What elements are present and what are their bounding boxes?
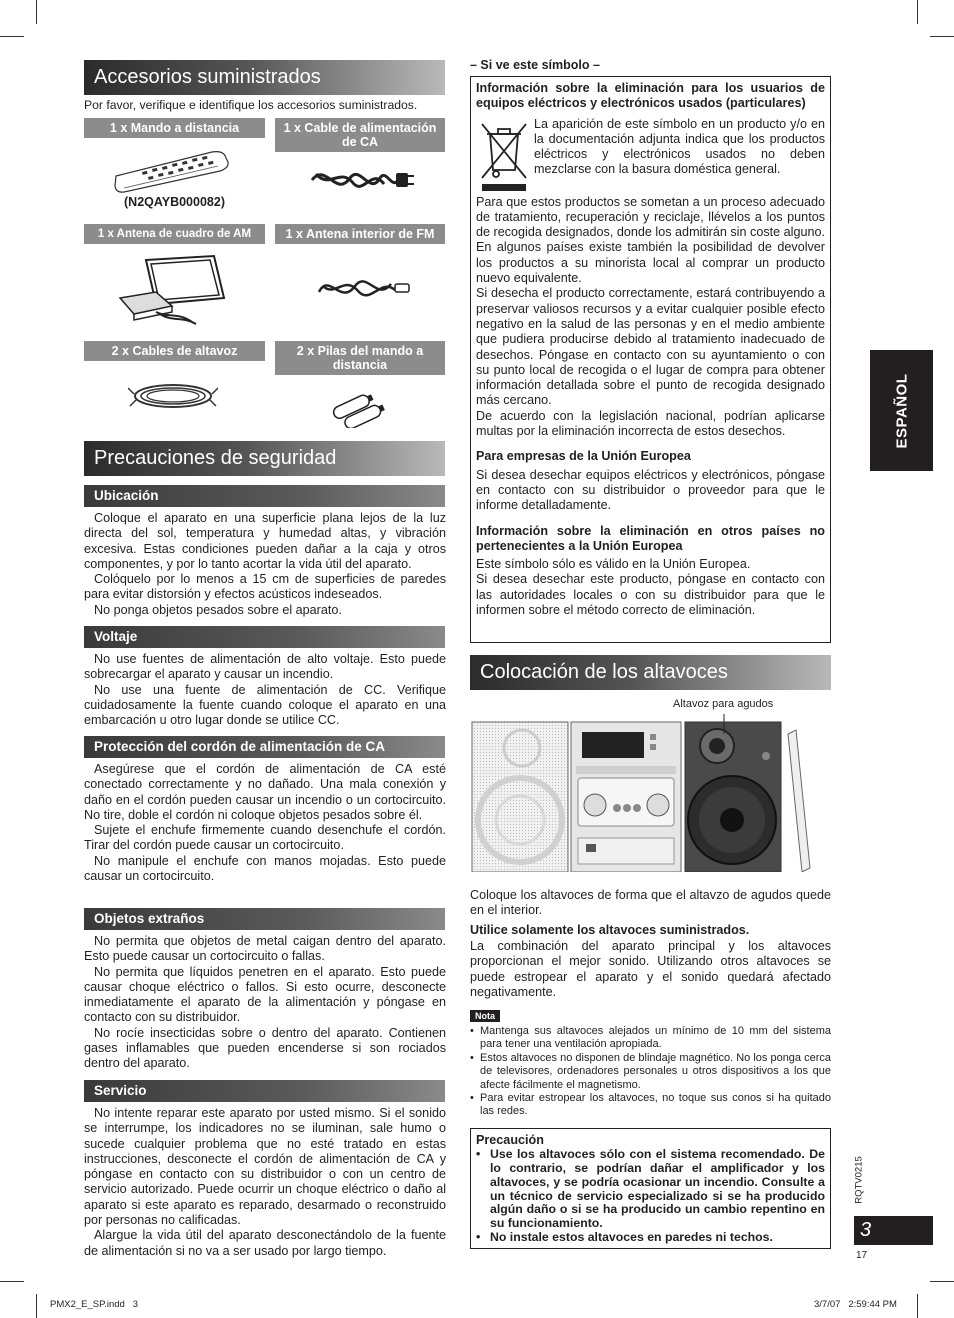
note-item: • Estos altavoces no disponen de blindaje magnético. No los ponga cerca de televisores, ordenadores personales u otros dispositivos a los que afecte fácilmente el magnetismo.	[470, 1052, 831, 1092]
subheading-foreign-objects: Objetos extraños	[84, 908, 445, 930]
am-loop-antenna-icon	[116, 252, 236, 327]
remote-control-icon	[112, 146, 232, 196]
foreign-objects-text: No permita que objetos de metal caigan dentro del aparato. Esto puede causar un cortocircuito o fallas. No permita que líquidos penetren en el aparato. Esto puede causar choque eléctrico o fallos. Si esto ocurre, desconecte inmediatamente el aparato de la alimentación y póngase en contacto con su distribuidor. No rocíe insecticidas sobre o dentro del aparato. Contienen gases inflamables que pueden encenderse si son rociados dentro del aparato.	[84, 934, 446, 1071]
business-text: Si desea desechar equipos eléctricos y electrónicos, póngase en contacto con su distribuidor o proveedor para que le informe detalladamente.	[476, 467, 825, 513]
subheading-service: Servicio	[84, 1080, 445, 1102]
other-countries-text-2: Si desea desechar este producto, póngase en contacto con las autoridades locales o con su distribuidor para que le informen sobre el método correcto de eliminación.	[476, 572, 825, 618]
accessory-label-fm-antenna: 1 x Antena interior de FM	[275, 224, 445, 244]
crop-mark	[0, 36, 24, 37]
page-number: 3	[860, 1219, 872, 1241]
speaker-placement-illustration	[470, 712, 830, 872]
other-countries-text-1: Este símbolo sólo es válido en la Unión Europea.	[476, 557, 751, 572]
crop-mark	[36, 0, 37, 24]
page-sub-number: 17	[856, 1250, 868, 1261]
speaker-cables-icon	[128, 376, 218, 416]
crop-mark	[36, 1294, 37, 1318]
tweeter-label: Altavoz para agudos	[673, 698, 774, 710]
footer-timestamp: 3/7/07 2:59:44 PM	[814, 1299, 897, 1310]
crop-mark	[917, 1294, 918, 1318]
subheading-voltage: Voltaje	[84, 626, 445, 648]
caution-list	[476, 1148, 825, 1245]
accessory-label-batteries: 2 x Pilas del mando a distancia	[275, 341, 445, 375]
footer-file: PMX2_E_SP.indd 3	[50, 1299, 139, 1310]
accessory-label-speaker-cables: 2 x Cables de altavoz	[84, 341, 265, 361]
caution-box	[470, 1128, 831, 1249]
language-tab-label: ESPAÑOL	[892, 373, 910, 448]
disposal-paragraph: De acuerdo con la legislación nacional, podrían aplicarse multas por la eliminación incorrecta de estos desechos.	[476, 408, 825, 439]
note-item: • Mantenga sus altavoces alejados un mínimo de 10 mm del sistema para tener una ventilación apropiada.	[470, 1025, 831, 1052]
power-cord-text: Asegúrese que el cordón de alimentación de CA esté conectado correctamente y no dañado. Una mala conexión y daño en el cordón pueden causar un incendio o un cortocircuito. No tire, doble el cordón ni coloque objetos pesados sobre él. Sujete el enchufe firmemente cuando desenchufe el cordón. Tirar del cordón puede causar un cortocircuito. No manipule el enchufe con manos mojadas. Esto puede causar un cortocircuito.	[84, 762, 446, 884]
ac-power-cord-icon	[306, 160, 416, 200]
language-tab	[870, 350, 933, 471]
accessory-label-am-antenna: 1 x Antena de cuadro de AM	[84, 224, 265, 244]
note-item: • Para evitar estropear los altavoces, no toque sus conos si ha quitado las redes.	[470, 1092, 831, 1119]
safety-title: Precauciones de seguridad	[84, 441, 445, 476]
subheading-location: Ubicación	[84, 485, 445, 507]
disposal-info-box	[470, 76, 831, 643]
use-only-text: La combinación del aparato principal y los altavoces proporcionan el mejor sonido. Utilizando otros altavoces se puede estropear el aparato y el sonido quedará afectado negativamente.	[470, 939, 831, 999]
placement-title: Colocación de los altavoces	[470, 655, 831, 690]
remote-model-caption: (N2QAYB000082)	[124, 195, 225, 209]
location-text: Coloque el aparato en una superficie plana lejos de la luz directa del sol, temperatura y humedad altas, y vibración excesiva. Estas condiciones pueden dañar a la caja y otros componentes, y por lo tanto acortar la vida útil del aparato. Colóquelo por lo menos a 15 cm de superficies de paredes para evitar distorsión y efectos acústicos indeseados. No ponga objetos pesados sobre el aparato.	[84, 511, 446, 617]
subheading-power-cord: Protección del cordón de alimentación de CA	[84, 736, 445, 758]
service-text: No intente reparar este aparato por usted mismo. Si el sonido se interrumpe, los indicadores no se iluminan, sale humo o sucede cualquier problema que no esté tratado en estas instrucciones, desconecte el cordón de alimentación de CA y póngase en contacto con su distribuidor o con un centro de servicio autorizado. Puede ocurrir un choque eléctrico o daño al aparato si este aparato es reparado, desarmado o reconstruido por personas no calificadas. Alargue la vida útil del aparato desconectándolo de la fuente de alimentación si no va a ser usado por largo tiempo.	[84, 1106, 446, 1258]
crop-mark	[930, 36, 954, 37]
page-number-block	[854, 1216, 933, 1245]
accessory-label-remote: 1 x Mando a distancia	[84, 118, 265, 138]
accessory-label-power-cord: 1 x Cable de alimentación de CA	[275, 118, 445, 152]
accessories-title: Accesorios suministrados	[84, 60, 445, 95]
use-only-title: Utilice solamente los altavoces suministrados.	[470, 923, 750, 937]
caution-item: • Use los altavoces sólo con el sistema recomendado. De lo contrario, se podrían dañar el amplificador y los altavoces, y se podría ocasionar un incendio. Consulte a un técnico de servicio especializado si se ha producido algún daño o si se ha producido un cambio repentino en su funcionamiento.	[476, 1148, 825, 1231]
disposal-paragraph: Para que estos productos se sometan a un proceso adecuado de tratamiento, recuperación y reciclaje, llévelos a los puntos de recogida designados, donde los admitirán sin coste alguno. En algunos países existe también la posibilidad de devolver los productos a su minorista local al comprar un producto nuevo equivalente.	[476, 194, 825, 286]
caution-item: • No instale estos altavoces en paredes ni techos.	[476, 1231, 825, 1245]
fm-indoor-antenna-icon	[315, 262, 415, 312]
caution-title: Precaución	[476, 1133, 544, 1147]
notes-list	[470, 1025, 831, 1119]
disposal-title: Información sobre la eliminación para los usuarios de equipos eléctricos y electrónicos usados (particulares)	[476, 81, 825, 111]
note-badge: Nota	[470, 1010, 500, 1022]
crop-mark	[930, 1281, 954, 1282]
crop-mark	[0, 1281, 24, 1282]
doc-code: RQTV0215	[853, 1156, 865, 1204]
voltage-text: No use fuentes de alimentación de alto voltaje. Esto puede sobrecargar el aparato y causar un incendio. No use una fuente de alimentación de CC. Verifique cuidadosamente la fuente cuando coloque el aparato en una embarcación u otro lugar donde se utilice CC.	[84, 652, 446, 728]
accessories-intro: Por favor, verifique e identifique los accesorios suministrados.	[84, 98, 418, 112]
symbol-meaning-text: La aparición de este símbolo en un producto y/o en la documentación adjunta indica que los productos eléctricos y electrónicos usados no deben mezclarse con la basura doméstica general.	[534, 116, 825, 177]
other-countries-title: Información sobre la eliminación en otros países no pertenecientes a la Unión Europea	[476, 523, 825, 553]
batteries-icon	[328, 388, 398, 428]
placement-text: Coloque los altavoces de forma que el altavzo de agudos quede en el interior.	[470, 888, 831, 918]
business-title: Para empresas de la Unión Europea	[476, 449, 691, 464]
crossed-bin-icon	[476, 116, 532, 192]
disposal-paragraph: Si desecha el producto correctamente, estará contribuyendo a preservar valiosos recursos y a evitar cualquier posible efecto negativo en la salud de las personas y en el medio ambiente que pudiera producirse debido al tratamiento inadecuado de desechos. Póngase en contacto con su ayuntamiento o con su punto local de recogida o el lugar de compra para obtener información detallada sobre el punto de recogida designado más cercano.	[476, 286, 825, 408]
crop-mark	[917, 0, 918, 24]
symbol-heading: – Si ve este símbolo –	[470, 58, 600, 72]
